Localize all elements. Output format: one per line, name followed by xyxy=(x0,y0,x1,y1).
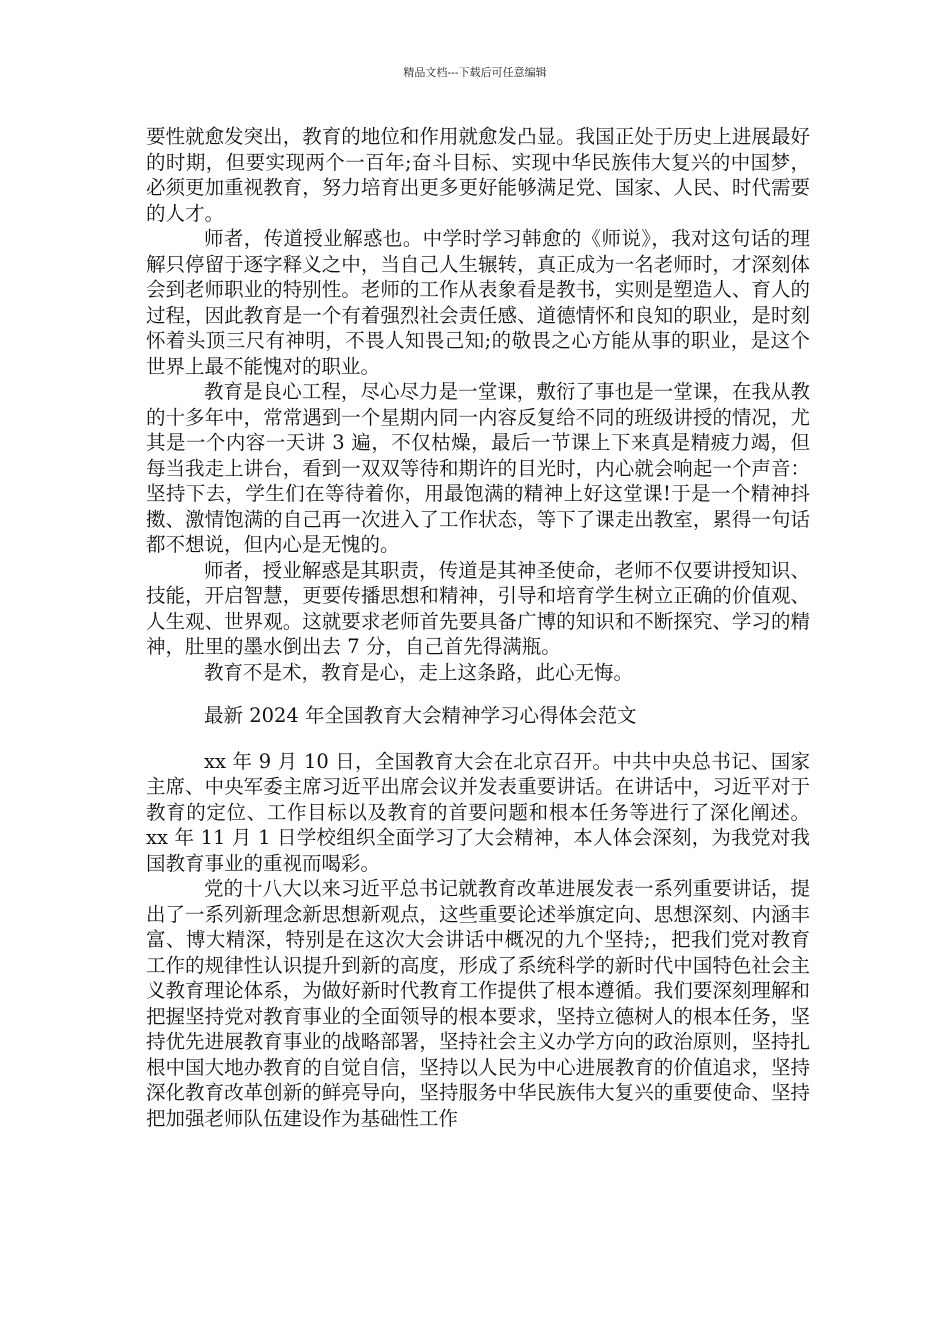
paragraph: 教育是良心工程，尽心尽力是一堂课，敷衍了事也是一堂课，在我从教的十多年中，常常遇到一个星期内同一内容反复给不同的班级讲授的情况，尤其是一个内容一天讲 3 遍，不仅枯燥，最后一节课上下来真是精疲力竭，但每当我走上讲台，看到一双双等待和期许的目光时，内心就会响起一个声音：坚持下去，学生们在等待着你，用最饱满的精神上好这堂课!于是一个精神抖擞、激情饱满的自己再一次进入了工作状态，等下了课走出教室，累得一句话都不想说，但内心是无愧的。 xyxy=(146,380,810,556)
page-header: 精品文档---下载后可任意编辑 xyxy=(403,66,547,79)
paragraph: xx 年 9 月 10 日，全国教育大会在北京召开。中共中央总书记、国家主席、中央军委主席习近平出席会议并发表重要讲话。在讲话中，习近平对于教育的定位、工作目标以及教育的首要问题和根本任务等进行了深化阐述。xx 年 11 月 1 日学校组织全面学习了大会精神，本人体会深刻，为我党对我国教育事业的重视而喝彩。 xyxy=(146,749,810,875)
article-title: 最新 2024 年全国教育大会精神学习心得体会范文 xyxy=(204,704,637,727)
paragraph: 要性就愈发突出，教育的地位和作用就愈发凸显。我国正处于历史上进展最好的时期，但要实现两个一百年;奋斗目标、实现中华民族伟大复兴的中国梦，必须更加重视教育，努力培育出更多更好能够满足党、国家、人民、时代需要的人才。 xyxy=(146,125,810,225)
paragraph: 师者，授业解惑是其职责，传道是其神圣使命，老师不仅要讲授知识、技能，开启智慧，更要传播思想和精神，引导和培育学生树立正确的价值观、人生观、世界观。这就要求老师首先要具备广博的知识和不断探究、学习的精神，肚里的墨水倒出去 7 分，自己首先得满瓶。 xyxy=(146,558,810,658)
paragraph: 师者，传道授业解惑也。中学时学习韩愈的《师说》，我对这句话的理解只停留于逐字释义之中，当自己人生辗转，真正成为一名老师时，才深刻体会到老师职业的特别性。老师的工作从表象看是教书，实则是塑造人、育人的过程，因此教育是一个有着强烈社会责任感、道德情怀和良知的职业，是时刻怀着头顶三尺有神明，不畏人知畏己知;的敬畏之心方能从事的职业，是这个世界上最不能愧对的职业。 xyxy=(146,227,810,378)
paragraph: 党的十八大以来习近平总书记就教育改革进展发表一系列重要讲话，提出了一系列新理念新思想新观点，这些重要论述举旗定向、思想深刻、内涵丰富、博大精深，特别是在这次大会讲话中概况的九个坚持;，把我们党对教育工作的规律性认识提升到新的高度，形成了系统科学的新时代中国特色社会主义教育理论体系，为做好新时代教育工作提供了根本遵循。我们要深刻理解和把握坚持党对教育事业的全面领导的根本要求，坚持立德树人的根本任务，坚持优先进展教育事业的战略部署，坚持社会主义办学方向的政治原则，坚持扎根中国大地办教育的自觉自信，坚持以人民为中心进展教育的价值追求，坚持深化教育改革创新的鲜亮导向，坚持服务中华民族伟大复兴的重要使命、坚持把加强老师队伍建设作为基础性工作 xyxy=(146,877,810,1130)
document-body xyxy=(146,124,810,1131)
paragraph: 教育不是术，教育是心，走上这条路，此心无悔。 xyxy=(204,660,634,684)
